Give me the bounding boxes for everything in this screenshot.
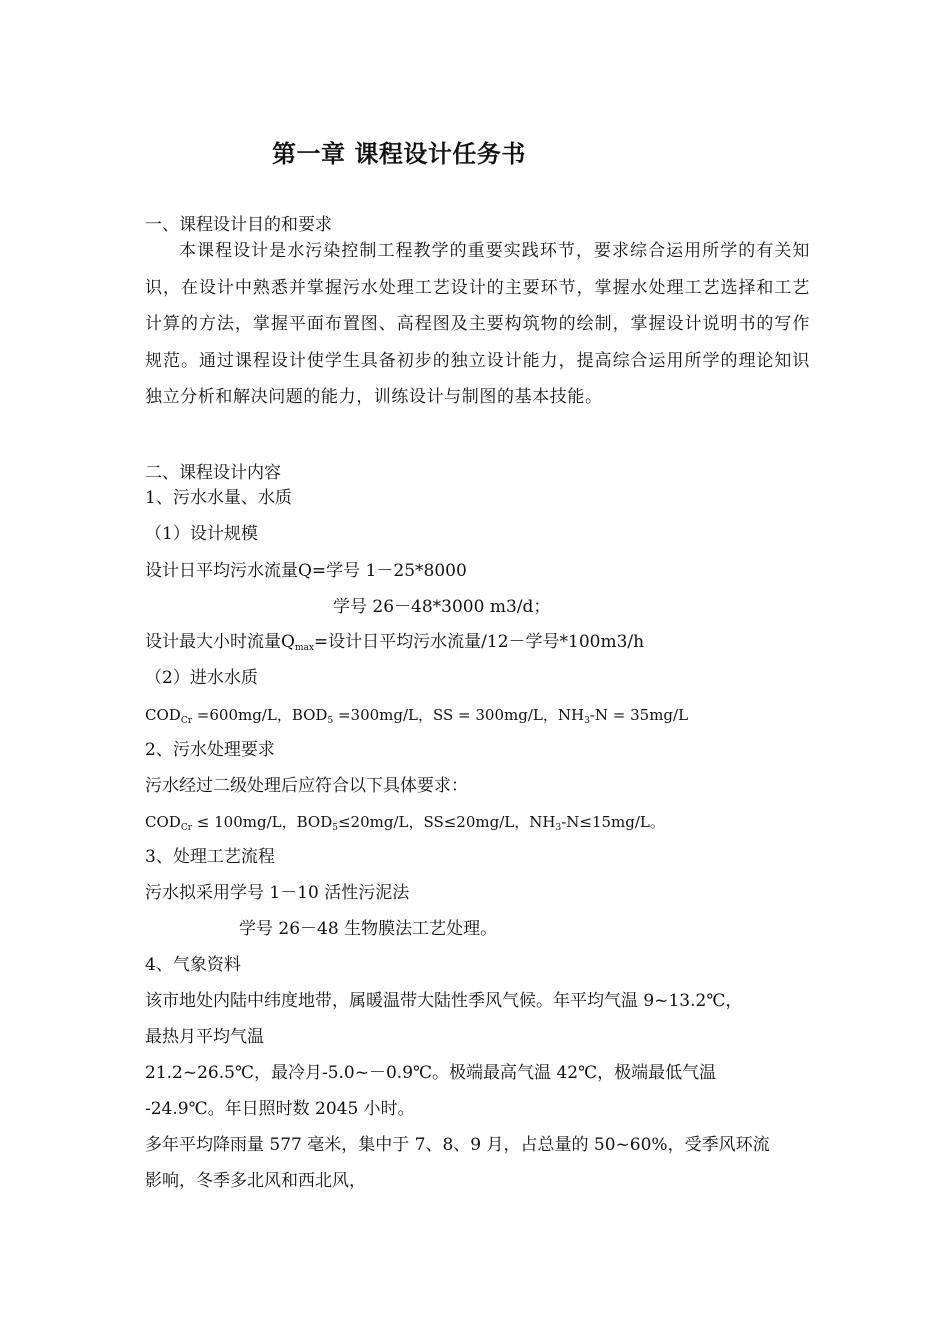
- effluent-cod-label: COD: [145, 813, 181, 831]
- influent-nh-sub: 3: [584, 716, 590, 726]
- max-flow-subscript: max: [294, 643, 314, 653]
- design-scale-heading: （1）设计规模: [145, 524, 258, 544]
- avg-flow-line1: 设计日平均污水流量Q=学号 1－25*8000: [145, 561, 467, 581]
- climate-line6: 影响，冬季多北风和西北风，: [145, 1171, 366, 1191]
- item4-heading: 4、气象资料: [145, 955, 241, 975]
- climate-line4: -24.9℃。年日照时数 2045 小时。: [145, 1099, 415, 1119]
- chapter-title: 第一章 课程设计任务书: [272, 140, 526, 168]
- section1-paragraph: 本课程设计是水污染控制工程教学的重要实践环节，要求综合运用所学的有关知识，在设计中熟悉并掌握污水处理工艺设计的主要环节，掌握水处理工艺选择和工艺计算的方法，掌握平面布置图、高程图及主要构筑物的绘制，掌握设计说明书的写作规范。通过课程设计使学生具备初步的独立设计能力，提高综合运用所学的理论知识独立分析和解决问题的能力，训练设计与制图的基本技能。: [145, 241, 810, 407]
- influent-quality-line: [145, 704, 688, 726]
- effluent-nh-value: -N≤15mg/L。: [561, 813, 665, 831]
- effluent-cod-sub: Cr: [180, 823, 193, 833]
- max-flow-line: [145, 631, 644, 653]
- treatment-requirement-text: 污水经过二级处理后应符合以下具体要求：: [145, 776, 468, 796]
- effluent-nh-sub: 3: [555, 823, 562, 833]
- effluent-cod-value: ≤ 100mg/L，BOD: [192, 813, 333, 831]
- section1-heading: 一、课程设计目的和要求: [145, 215, 332, 235]
- influent-cod-sub: Cr: [180, 716, 193, 726]
- climate-line3: 21.2~26.5℃，最冷月-5.0~－0.9℃。极端最高气温 42℃，极端最低气温: [145, 1063, 717, 1083]
- influent-bod-sub: 5: [327, 716, 334, 726]
- item3-heading: 3、处理工艺流程: [145, 847, 275, 867]
- process-line1: 污水拟采用学号 1－10 活性污泥法: [145, 883, 410, 903]
- item2-heading: 2、污水处理要求: [145, 740, 275, 760]
- effluent-bod-sub: 5: [332, 823, 338, 833]
- item1-heading: 1、污水水量、水质: [145, 488, 292, 508]
- effluent-quality-line: [145, 811, 665, 833]
- influent-cod-label: COD: [145, 706, 181, 724]
- influent-cod-value: =600mg/L，BOD: [192, 706, 328, 724]
- influent-bod-value: =300mg/L，SS = 300mg/L，NH: [333, 706, 585, 724]
- max-flow-suffix: =设计日平均污水流量/12－学号*100m3/h: [313, 632, 645, 652]
- process-line2: 学号 26－48 生物膜法工艺处理。: [239, 919, 498, 939]
- section2-heading: 二、课程设计内容: [145, 463, 281, 483]
- climate-line2: 最热月平均气温: [145, 1027, 264, 1047]
- effluent-bod-value: ≤20mg/L，SS≤20mg/L，NH: [337, 813, 556, 831]
- max-flow-prefix: 设计最大小时流量Q: [145, 632, 295, 652]
- influent-nh-value: -N = 35mg/L: [589, 706, 689, 724]
- climate-line1: 该市地处内陆中纬度地带，属暖温带大陆性季风气候。年平均气温 9~13.2℃，: [145, 991, 743, 1011]
- climate-line5: 多年平均降雨量 577 毫米，集中于 7、8、9 月，占总量的 50~60%，受季风环流: [145, 1135, 770, 1155]
- influent-quality-heading: （2）进水水质: [145, 668, 258, 688]
- avg-flow-line2: 学号 26－48*3000 m3/d；: [333, 597, 551, 617]
